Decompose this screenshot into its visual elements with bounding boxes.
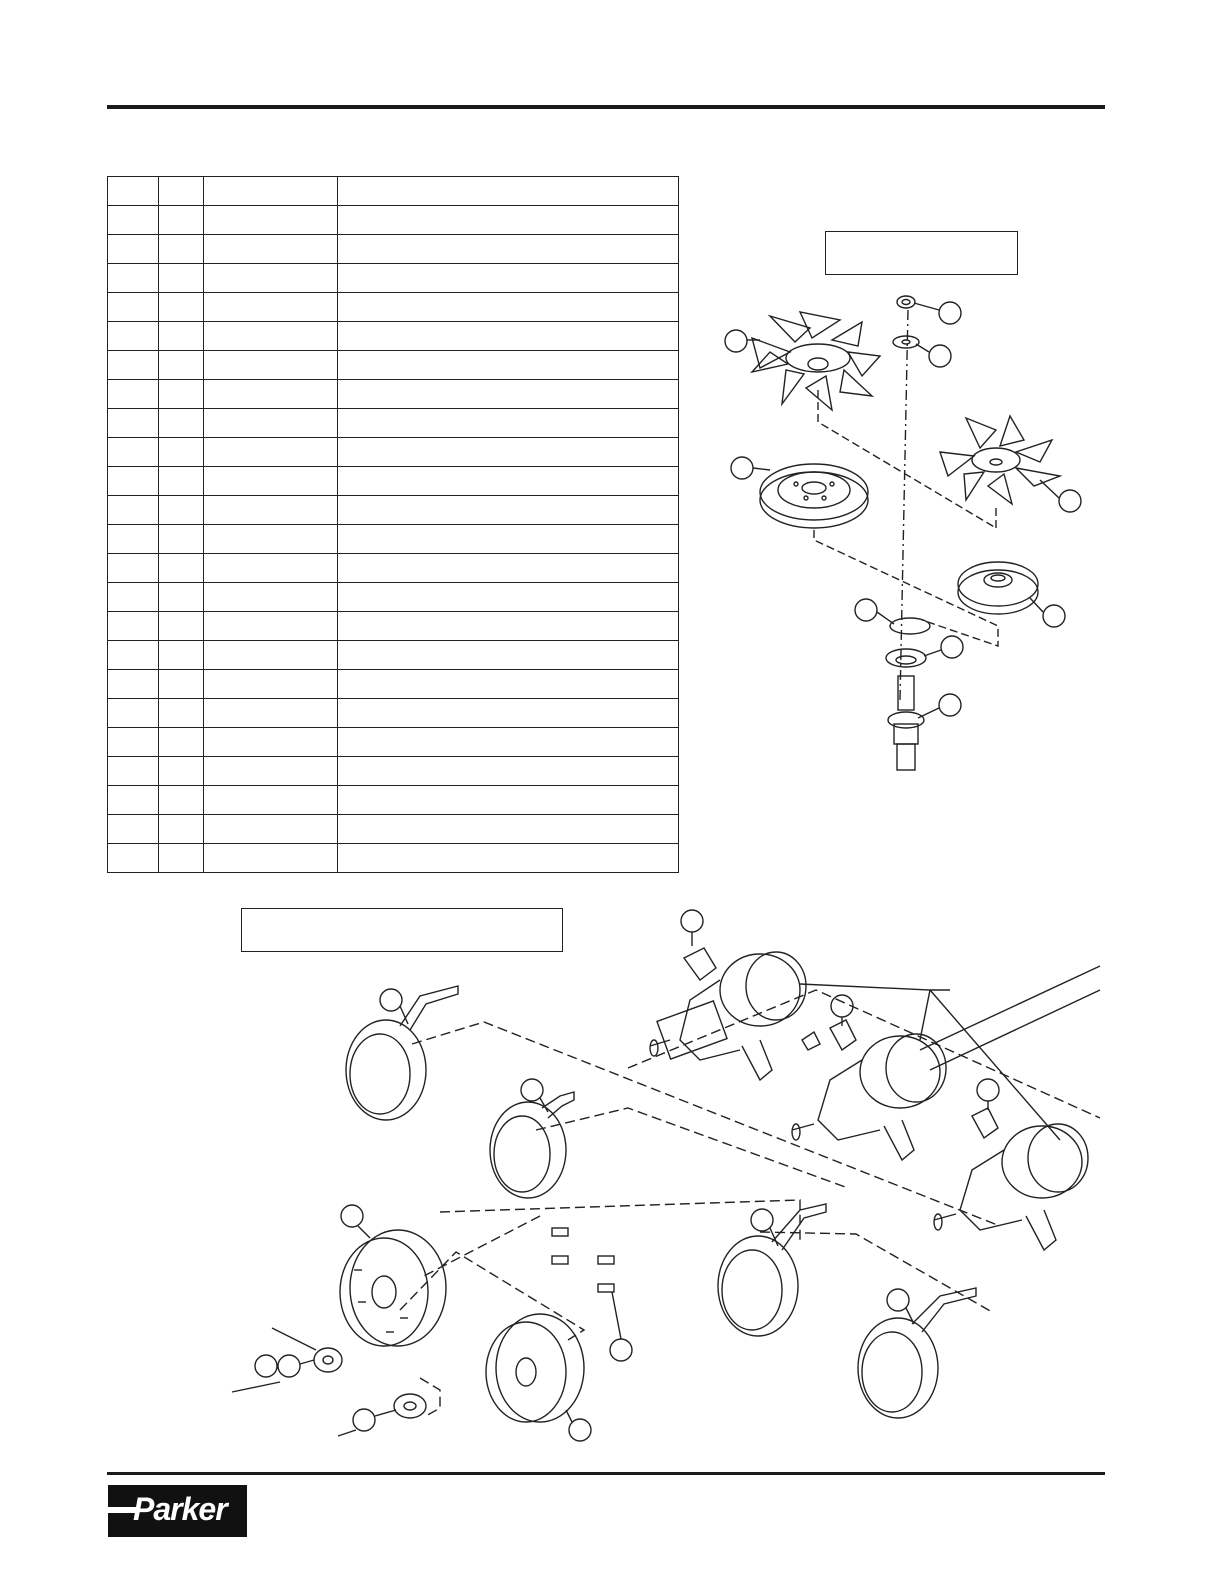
- transaxle-1: [650, 948, 806, 1080]
- footer-rule: [107, 1472, 1105, 1475]
- transaxle-2: [792, 1020, 946, 1160]
- castle-nut: [272, 1328, 342, 1372]
- large-fan: [752, 312, 880, 410]
- brake-shoe-2: [490, 1092, 574, 1198]
- large-pulley: [760, 464, 868, 528]
- brake-callouts: [232, 910, 999, 1441]
- brake-drum-2: [486, 1314, 584, 1422]
- shaft: [888, 676, 924, 770]
- bearing: [886, 649, 926, 667]
- brake-drum-1: [340, 1230, 446, 1346]
- transaxle-3: [934, 1108, 1088, 1250]
- parker-logo: [108, 1485, 247, 1537]
- small-pulley: [958, 562, 1038, 614]
- fan-washer: [893, 336, 919, 348]
- logo-text: Parker: [133, 1491, 227, 1527]
- brake-shoe-4: [858, 1288, 976, 1418]
- snap-ring: [890, 618, 930, 634]
- hex-nut: [394, 1394, 426, 1418]
- fan-axis-line: [900, 310, 908, 700]
- brake-shoe-1: [346, 986, 458, 1120]
- fan-nut: [897, 296, 915, 308]
- wheel-bolts: [552, 1228, 614, 1292]
- small-fan: [940, 416, 1060, 504]
